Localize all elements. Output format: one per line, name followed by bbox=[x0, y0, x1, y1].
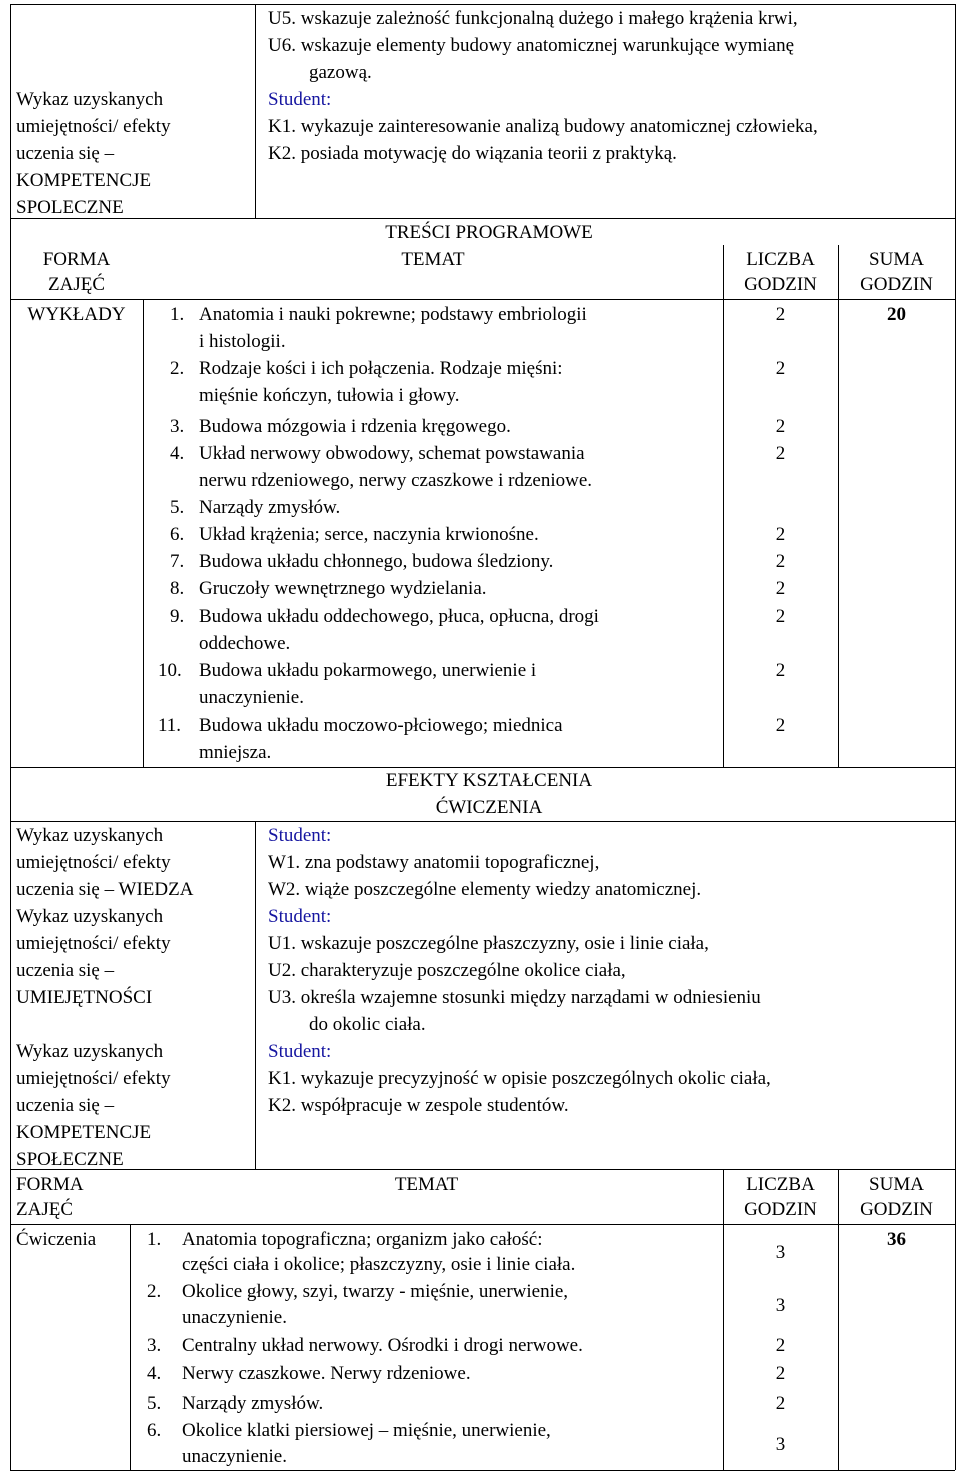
header-sum: GODZIN bbox=[860, 1199, 933, 1220]
row-number: 6. bbox=[147, 1420, 162, 1441]
right-border bbox=[955, 4, 956, 1470]
row-number: 6. bbox=[170, 524, 185, 545]
row-hours: 2 bbox=[775, 660, 786, 681]
row-number: 9. bbox=[170, 606, 185, 627]
exercise-sum: 36 bbox=[887, 1229, 906, 1250]
lecture-form: WYKŁADY bbox=[27, 304, 126, 325]
social-label: KOMPETENCJE bbox=[16, 1122, 152, 1143]
header-topic: TEMAT bbox=[394, 1174, 459, 1195]
row-hours: 2 bbox=[775, 524, 786, 545]
row-number: 4. bbox=[170, 443, 185, 464]
competences-label: Wykaz uzyskanych bbox=[16, 89, 164, 110]
row-topic: oddechowe. bbox=[199, 633, 291, 654]
skills-item: U3. określa wzajemne stosunki między narządami w odniesieniu bbox=[268, 987, 761, 1008]
row-hours: 2 bbox=[775, 443, 786, 464]
row-topic: Nerwy czaszkowe. Nerwy rdzeniowe. bbox=[182, 1363, 471, 1384]
social-label: umiejętności/ efekty bbox=[16, 1068, 171, 1089]
row-topic: Układ nerwowy obwodowy, schemat powstawania bbox=[199, 443, 585, 464]
row-hours: 2 bbox=[775, 606, 786, 627]
outcome-line: U5. wskazuje zależność funkcjonalną dużego i małego krążenia krwi, bbox=[268, 8, 798, 29]
row-topic: Centralny układ nerwowy. Ośrodki i drogi nerwowe. bbox=[182, 1335, 583, 1356]
row-number: 1. bbox=[170, 304, 185, 325]
rule-exercise-header bbox=[10, 1169, 955, 1170]
row-topic: unaczynienie. bbox=[199, 687, 304, 708]
skills-item: U2. charakteryzuje poszczególne okolice ciała, bbox=[268, 960, 626, 981]
row-number: 2. bbox=[170, 358, 185, 379]
knowledge-label: uczenia się – WIEDZA bbox=[16, 879, 194, 900]
rule-exercise-rows bbox=[10, 1224, 955, 1225]
row-number: 3. bbox=[147, 1335, 162, 1356]
skills-item: do okolic ciała. bbox=[309, 1014, 426, 1035]
competences-label: KOMPETENCJE bbox=[16, 170, 152, 191]
header-form: ZAJĘĆ bbox=[48, 274, 105, 295]
row-hours: 2 bbox=[775, 578, 786, 599]
header-form: FORMA bbox=[16, 1174, 84, 1195]
row-topic: Budowa układu pokarmowego, unerwienie i bbox=[199, 660, 537, 681]
social-label: SPOŁECZNE bbox=[16, 1149, 124, 1170]
header-sum: SUMA bbox=[869, 1174, 924, 1195]
row-hours: 2 bbox=[775, 1363, 786, 1384]
student-label: Student: bbox=[268, 1041, 332, 1062]
row-number: 7. bbox=[170, 551, 185, 572]
lecture-form-divider bbox=[143, 299, 144, 767]
program-heading: TREŚCI PROGRAMOWE bbox=[385, 222, 593, 243]
row-topic: mięśnie kończyn, tułowia i głowy. bbox=[199, 385, 460, 406]
competences-label: uczenia się – bbox=[16, 143, 115, 164]
header-hours: GODZIN bbox=[744, 274, 817, 295]
outcome-line: U6. wskazuje elementy budowy anatomicznej warunkujące wymianę bbox=[268, 35, 795, 56]
exercises-heading: ĆWICZENIA bbox=[435, 797, 543, 818]
header-form: ZAJĘĆ bbox=[16, 1199, 73, 1220]
row-number: 5. bbox=[170, 497, 185, 518]
social-item: K1. wykazuje precyzyjność w opisie poszczególnych okolic ciała, bbox=[268, 1068, 771, 1089]
knowledge-item: W2. wiąże poszczególne elementy wiedzy anatomicznej. bbox=[268, 879, 702, 900]
header-sum: SUMA bbox=[869, 249, 924, 270]
row-topic: Układ krążenia; serce, naczynia krwionośne. bbox=[199, 524, 539, 545]
row-hours: 2 bbox=[775, 1393, 786, 1414]
lecture-sum: 20 bbox=[887, 304, 906, 325]
student-label: Student: bbox=[268, 906, 332, 927]
header-hours: LICZBA bbox=[746, 1174, 815, 1195]
header-form: FORMA bbox=[42, 249, 111, 270]
rule-before-program bbox=[10, 218, 955, 219]
row-topic: i histologii. bbox=[199, 331, 286, 352]
row-topic: nerwu rdzeniowego, nerwy czaszkowe i rdzeniowe. bbox=[199, 470, 593, 491]
exercise-form-divider bbox=[130, 1224, 131, 1470]
row-topic: Okolice klatki piersiowej – mięśnie, unerwienie, bbox=[182, 1420, 551, 1441]
row-number: 11. bbox=[158, 715, 182, 736]
row-number: 5. bbox=[147, 1393, 162, 1414]
row-topic: Anatomia topograficzna; organizm jako całość: bbox=[182, 1229, 543, 1250]
row-hours: 2 bbox=[775, 715, 786, 736]
social-item: K2. współpracuje w zespole studentów. bbox=[268, 1095, 569, 1116]
student-label: Student: bbox=[268, 825, 332, 846]
bottom-border bbox=[10, 1470, 955, 1471]
competences-label: SPOLECZNE bbox=[16, 197, 124, 218]
row-topic: Narządy zmysłów. bbox=[199, 497, 341, 518]
row-hours: 2 bbox=[775, 304, 786, 325]
label-divider-effects bbox=[255, 821, 256, 1169]
row-topic: unaczynienie. bbox=[182, 1446, 287, 1467]
skills-label: UMIEJĘTNOŚCI bbox=[16, 987, 153, 1008]
competence-item: K2. posiada motywację do wiązania teorii z praktyką. bbox=[268, 143, 677, 164]
header-sum: GODZIN bbox=[860, 274, 933, 295]
row-hours: 2 bbox=[775, 358, 786, 379]
row-number: 8. bbox=[170, 578, 185, 599]
row-number: 3. bbox=[170, 416, 185, 437]
row-topic: Budowa układu oddechowego, płuca, opłucna, drogi bbox=[199, 606, 599, 627]
row-hours: 2 bbox=[775, 1335, 786, 1356]
top-border bbox=[10, 4, 955, 5]
exercise-form: Ćwiczenia bbox=[16, 1229, 97, 1250]
skills-item: U1. wskazuje poszczególne płaszczyzny, osie i linie ciała, bbox=[268, 933, 709, 954]
row-number: 4. bbox=[147, 1363, 162, 1384]
outcome-line: gazową. bbox=[309, 62, 372, 83]
student-label: Student: bbox=[268, 89, 332, 110]
label-divider-top bbox=[255, 4, 256, 218]
effects-heading: EFEKTY KSZTAŁCENIA bbox=[385, 770, 593, 791]
row-topic: Anatomia i nauki pokrewne; podstawy embriologii bbox=[199, 304, 587, 325]
skills-label: umiejętności/ efekty bbox=[16, 933, 171, 954]
row-topic: Okolice głowy, szyi, twarzy - mięśnie, unerwienie, bbox=[182, 1281, 569, 1302]
row-topic: Budowa układu chłonnego, budowa śledziony. bbox=[199, 551, 554, 572]
row-topic: części ciała i okolice; płaszczyzny, osie i linie ciała. bbox=[182, 1254, 576, 1275]
row-topic: Budowa układu moczowo-płciowego; miednica bbox=[199, 715, 563, 736]
row-number: 10. bbox=[158, 660, 182, 681]
social-label: uczenia się – bbox=[16, 1095, 115, 1116]
skills-label: Wykaz uzyskanych bbox=[16, 906, 164, 927]
header-hours: GODZIN bbox=[744, 1199, 817, 1220]
row-hours: 2 bbox=[775, 416, 786, 437]
header-hours: LICZBA bbox=[746, 249, 815, 270]
row-topic: Narządy zmysłów. bbox=[182, 1393, 324, 1414]
competences-label: umiejętności/ efekty bbox=[16, 116, 171, 137]
row-topic: Budowa mózgowia i rdzenia kręgowego. bbox=[199, 416, 511, 437]
row-number: 2. bbox=[147, 1281, 162, 1302]
social-label: Wykaz uzyskanych bbox=[16, 1041, 164, 1062]
competence-item: K1. wykazuje zainteresowanie analizą budowy anatomicznej człowieka, bbox=[268, 116, 818, 137]
row-topic: unaczynienie. bbox=[182, 1307, 287, 1328]
knowledge-label: Wykaz uzyskanych bbox=[16, 825, 164, 846]
rule-lecture-header bbox=[10, 299, 955, 300]
row-hours: 2 bbox=[775, 551, 786, 572]
row-number: 1. bbox=[147, 1229, 162, 1250]
row-hours: 3 bbox=[775, 1434, 786, 1455]
row-hours: 3 bbox=[775, 1242, 786, 1263]
header-topic: TEMAT bbox=[401, 249, 465, 270]
knowledge-item: W1. zna podstawy anatomii topograficznej, bbox=[268, 852, 600, 873]
left-border bbox=[10, 4, 11, 1470]
row-topic: mniejsza. bbox=[199, 742, 272, 763]
row-topic: Rodzaje kości i ich połączenia. Rodzaje mięśni: bbox=[199, 358, 563, 379]
row-topic: Gruczoły wewnętrznego wydzielania. bbox=[199, 578, 487, 599]
row-hours: 3 bbox=[775, 1295, 786, 1316]
rule-before-exercise-effects bbox=[10, 821, 955, 822]
skills-label: uczenia się – bbox=[16, 960, 115, 981]
knowledge-label: umiejętności/ efekty bbox=[16, 852, 171, 873]
